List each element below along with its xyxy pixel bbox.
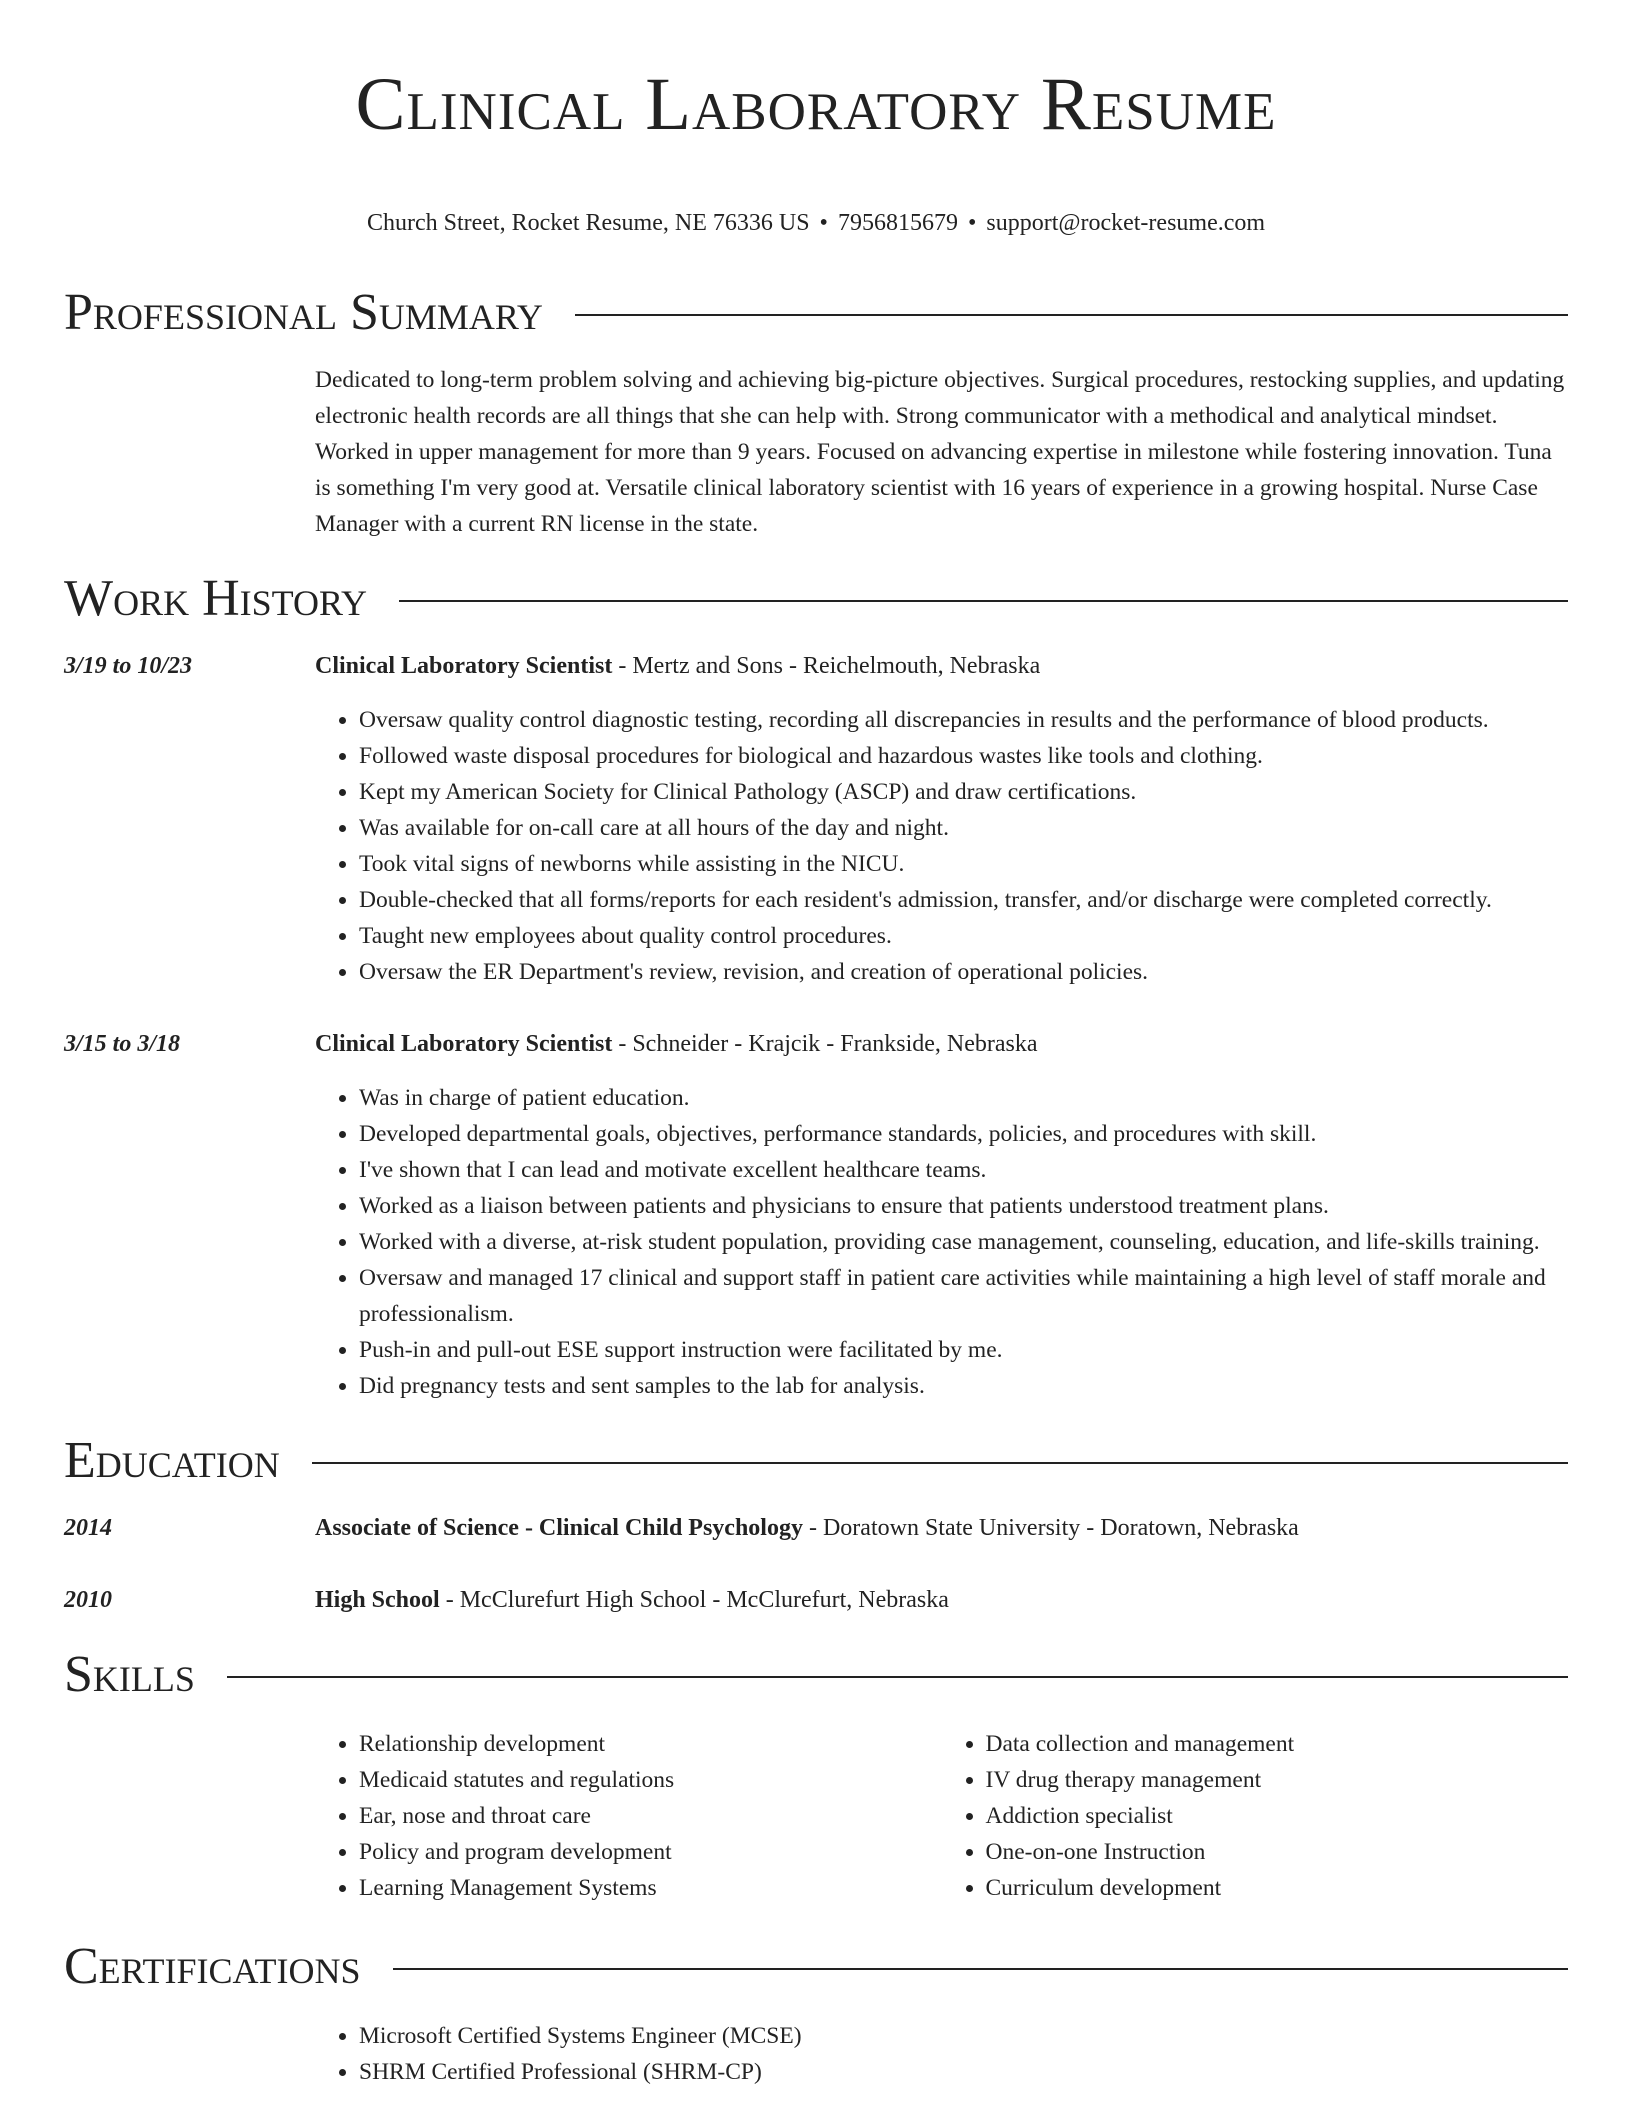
list-item: • Kept my American Society for Clinical Pathology (ASCP) and draw certifications. [359, 774, 1568, 810]
resume-title: Clinical Laboratory Resume [355, 63, 1277, 146]
list-item: • Medicaid statutes and regulations [359, 1762, 942, 1798]
certifications-heading: Certifications [64, 1938, 361, 1995]
list-item: • SHRM Certified Professional (SHRM-CP) [359, 2054, 1568, 2090]
contact-line [64, 208, 1568, 238]
list-item: • Oversaw quality control diagnostic testing, recording all discrepancies in results and the performance of blood products. [359, 702, 1568, 738]
section-rule [393, 1968, 1568, 1970]
skills-column-right [942, 1726, 1569, 1906]
education-entry [64, 1510, 1568, 1546]
list-item: • IV drug therapy management [986, 1762, 1569, 1798]
address: Church Street, Rocket Resume, NE 76336 US [366, 210, 810, 236]
list-item: • Worked as a liaison between patients and physicians to ensure that patients understood treatment plans. [359, 1188, 1568, 1224]
job-title-line [315, 1026, 1568, 1062]
education-heading: Education [64, 1432, 280, 1489]
work-section-header [64, 568, 1568, 630]
list-item: • Double-checked that all forms/reports for each resident's admission, transfer, and/or discharge were completed correctly. [359, 882, 1568, 918]
job-dates: 3/15 to 3/18 [64, 1031, 181, 1057]
list-item: • Ear, nose and throat care [359, 1798, 942, 1834]
job-dates: 3/19 to 10/23 [64, 653, 193, 679]
summary-section-header [64, 282, 1568, 344]
list-item: • Oversaw and managed 17 clinical and support staff in patient care activities while maintaining a high level of staff morale and professionalism. [359, 1260, 1568, 1332]
phone: 7956815679 [837, 210, 958, 236]
certifications-list [315, 2018, 1568, 2090]
list-item: • One-on-one Instruction [986, 1834, 1569, 1870]
section-rule [227, 1676, 1568, 1678]
email[interactable]: support@rocket-resume.com [986, 210, 1266, 236]
job-entry [64, 1026, 1568, 1404]
work-heading: Work History [64, 570, 368, 627]
job-details: - Mertz and Sons - Reichelmouth, Nebraska [612, 653, 1041, 679]
skills-grid [64, 1726, 1568, 1906]
education-entry [64, 1582, 1568, 1618]
job-bullet-list [315, 1080, 1568, 1404]
list-item: • Took vital signs of newborns while assisting in the NICU. [359, 846, 1568, 882]
summary-left-spacer [64, 362, 315, 542]
section-rule [399, 600, 1568, 602]
education-year: 2014 [64, 1515, 112, 1541]
list-item: • Developed departmental goals, objectives, performance standards, policies, and procedures with skill. [359, 1116, 1568, 1152]
summary-row [64, 362, 1568, 542]
certifications-list-row [64, 2018, 1568, 2090]
list-item: • Followed waste disposal procedures for biological and hazardous wastes like tools and clothing. [359, 738, 1568, 774]
job-bullets [64, 1080, 1568, 1404]
job-bullet-list [315, 702, 1568, 990]
bullets-left-spacer [64, 702, 315, 990]
certs-left-spacer [64, 2018, 315, 2090]
skills-left-spacer [64, 1726, 315, 1906]
separator-1: • [819, 210, 828, 236]
education-line [315, 1510, 1568, 1546]
list-item: • Learning Management Systems [359, 1870, 942, 1906]
skills-column-left [315, 1726, 942, 1906]
section-rule [312, 1462, 1568, 1464]
job-bullets [64, 702, 1568, 990]
list-item: • Microsoft Certified Systems Engineer (MCSE) [359, 2018, 1568, 2054]
education-year: 2010 [64, 1587, 112, 1613]
job-header [64, 1026, 1568, 1062]
job-header [64, 648, 1568, 684]
education-details: - Doratown State University - Doratown, Nebraska [802, 1515, 1299, 1541]
list-item: • Was in charge of patient education. [359, 1080, 1568, 1116]
certifications-section-header [64, 1936, 1568, 1998]
education-section-header [64, 1430, 1568, 1492]
job-title-line [315, 648, 1568, 684]
section-rule [575, 314, 1568, 316]
list-item: • Oversaw the ER Department's review, revision, and creation of operational policies. [359, 954, 1568, 990]
job-details: - Schneider - Krajcik - Frankside, Nebraska [612, 1031, 1038, 1057]
list-item: • Curriculum development [986, 1870, 1569, 1906]
list-item: • Policy and program development [359, 1834, 942, 1870]
list-item: • Data collection and management [986, 1726, 1569, 1762]
education-details: - McClurefurt High School - McClurefurt, Nebraska [439, 1587, 949, 1613]
list-item: • Addiction specialist [986, 1798, 1569, 1834]
summary-heading: Professional Summary [64, 284, 543, 341]
summary-text: Dedicated to long-term problem solving and achieving big-picture objectives. Surgical procedures, restocking supplies, and updating electronic health records are all things that she can help with. Strong communicator with a methodical and analytical mindset. Worked in upper management for more than 9 years. Focused on advancing expertise in milestone while fostering innovation. Tuna is something I'm very good at. Versatile clinical laboratory scientist with 16 years of experience in a growing hospital. Nurse Case Manager with a current RN license in the state. [315, 367, 1565, 537]
list-item: • Did pregnancy tests and sent samples to the lab for analysis. [359, 1368, 1568, 1404]
education-degree: Associate of Science - Clinical Child Psychology [315, 1515, 803, 1541]
education-line [315, 1582, 1568, 1618]
list-item: • I've shown that I can lead and motivate excellent healthcare teams. [359, 1152, 1568, 1188]
list-item: • Was available for on-call care at all hours of the day and night. [359, 810, 1568, 846]
education-degree: High School [315, 1587, 440, 1613]
list-item: • Worked with a diverse, at-risk student population, providing case management, counseling, education, and life-skills training. [359, 1224, 1568, 1260]
job-title: Clinical Laboratory Scientist [315, 653, 613, 679]
skills-section-header [64, 1644, 1568, 1706]
list-item: • Push-in and pull-out ESE support instruction were facilitated by me. [359, 1332, 1568, 1368]
job-entry [64, 648, 1568, 990]
list-item: • Taught new employees about quality control procedures. [359, 918, 1568, 954]
job-title: Clinical Laboratory Scientist [315, 1031, 613, 1057]
skills-heading: Skills [64, 1646, 195, 1703]
separator-2: • [967, 210, 977, 236]
list-item: • Relationship development [359, 1726, 942, 1762]
bullets-left-spacer [64, 1080, 315, 1404]
